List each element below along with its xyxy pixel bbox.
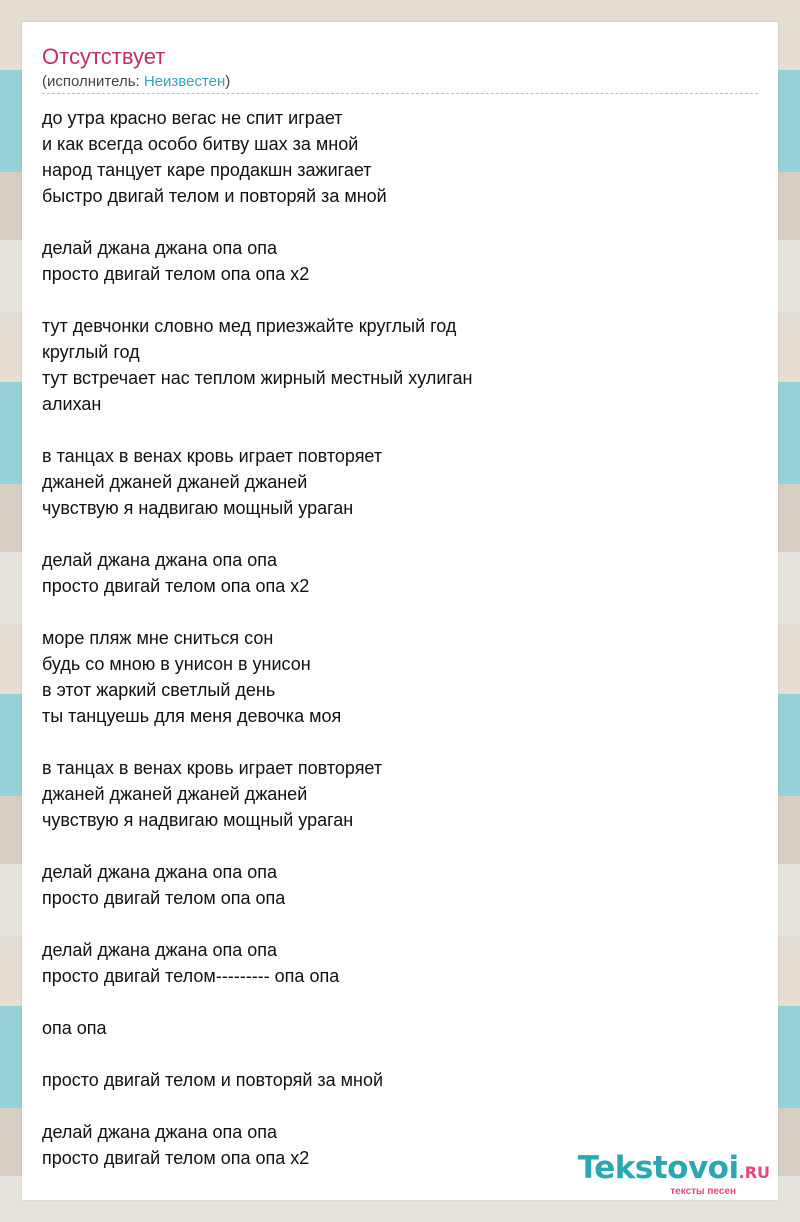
logo-wordmark [578,1151,770,1190]
lyrics-card [22,22,778,1200]
lyric-line: делай джана джана опа опа [42,862,278,882]
lyric-line: ты танцуешь для меня девочка моя [42,706,342,726]
lyric-line: делай джана джана опа опа [42,940,278,960]
lyric-line: в танцах в венах кровь играет повторяет [42,758,383,778]
lyric-line [42,833,758,859]
lyric-line: делай джана джана опа опа [42,550,278,570]
lyric-line: делай джана джана опа опа [42,1122,278,1142]
lyric-line: море пляж мне сниться сон [42,628,274,648]
lyric-line [42,1093,758,1119]
song-title: Отсутствует [42,44,166,69]
lyric-line: и как всегда особо битву шах за мной [42,134,359,154]
lyric-line [42,287,758,313]
lyric-line: в танцах в венах кровь играет повторяет [42,446,383,466]
lyric-line: просто двигай телом опа опа [42,888,286,908]
lyric-line: быстро двигай телом и повторяй за мной [42,186,387,206]
logo-main-text: Tekstovoi [577,1150,739,1186]
lyric-line: тут девчонки словно мед приезжайте круглый год [42,316,457,336]
artist-link[interactable]: Неизвестен [143,73,226,90]
lyric-line: тут встречает нас теплом жирный местный хулиган [42,368,473,388]
lyric-line [42,209,758,235]
artist-prefix: (исполнитель: [42,73,144,90]
lyric-line [42,521,758,547]
lyric-line: в этот жаркий светлый день [42,680,276,700]
lyric-line: будь со мною в унисон в унисон [42,654,311,674]
lyric-line: джаней джаней джаней джаней [42,472,308,492]
lyric-line [42,911,758,937]
lyric-line: чувствую я надвигаю мощный ураган [42,498,354,518]
lyric-line: просто двигай телом опа опа х2 [42,1148,310,1168]
site-logo[interactable] [578,1151,770,1198]
artist-suffix: ) [225,73,231,90]
lyric-line [42,989,758,1015]
lyric-line: опа опа [42,1018,107,1038]
lyric-line [42,1041,758,1067]
lyric-line: просто двигай телом опа опа х2 [42,264,310,284]
lyric-line: чувствую я надвигаю мощный ураган [42,810,354,830]
lyric-line: до утра красно вегас не спит играет [42,108,343,128]
lyric-line: просто двигай телом опа опа х2 [42,576,310,596]
lyric-line [42,417,758,443]
lyric-line: просто двигай телом и повторяй за мной [42,1070,384,1090]
logo-tld: .RU [738,1163,770,1182]
lyrics-text [42,105,758,1171]
lyric-line: джаней джаней джаней джаней [42,784,308,804]
lyric-line [42,599,758,625]
logo-tagline: тексты песен [670,1186,736,1197]
lyric-line: круглый год [42,342,140,362]
lyric-line [42,729,758,755]
artist-line [42,73,230,91]
lyric-line: просто двигай телом--------- опа опа [42,966,340,986]
lyric-line: народ танцует каре продакшн зажигает [42,160,372,180]
lyric-line: делай джана джана опа опа [42,238,278,258]
lyric-line: алихан [42,394,102,414]
header-divider [42,93,758,94]
